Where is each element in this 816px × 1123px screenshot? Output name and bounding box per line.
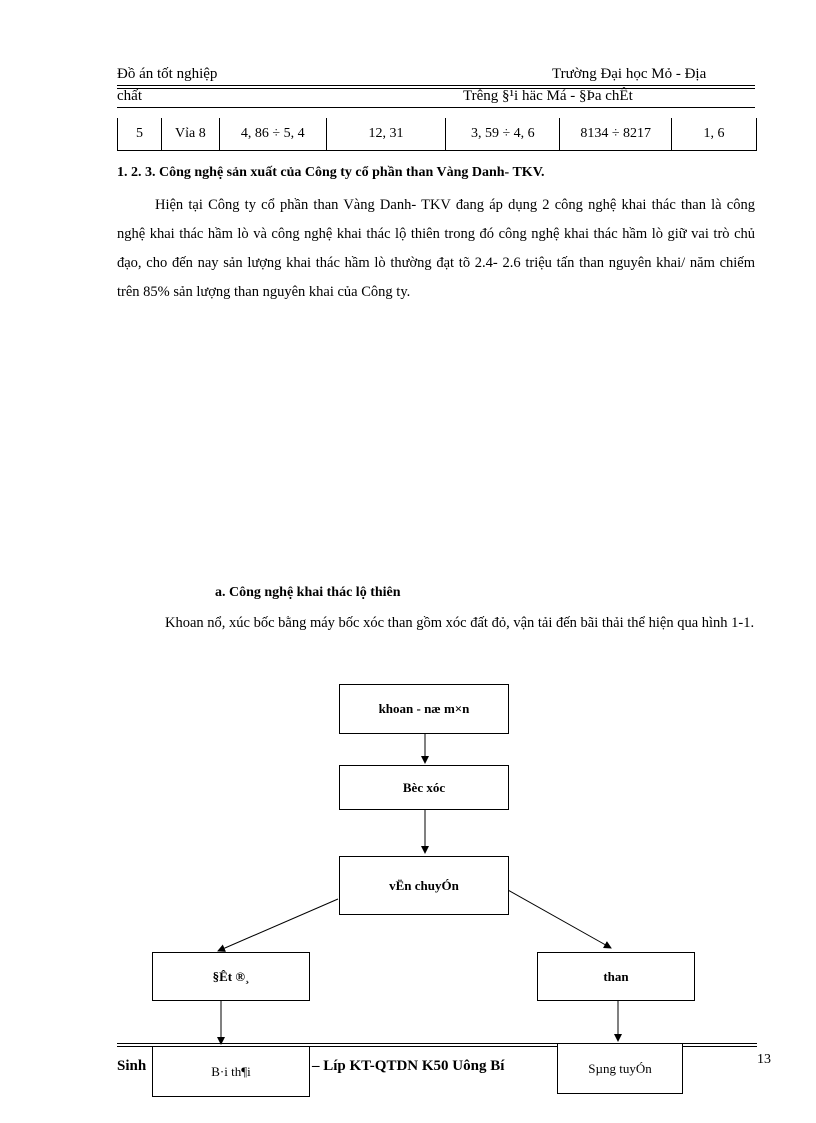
footer-left: Sinh — [117, 1058, 147, 1074]
subsection-heading: a. Công nghệ khai thác lộ thiên — [215, 585, 401, 600]
table-cell: 5 — [118, 118, 162, 151]
header-left: Đồ án tốt nghiệp — [117, 66, 218, 82]
box-loading — [339, 765, 509, 810]
box-overburden — [152, 952, 310, 1001]
table-cell: 4, 86 ÷ 5, 4 — [219, 118, 326, 151]
box-loading-label: Bèc xóc — [402, 779, 446, 795]
header-right: Trường Đại học Mỏ - Địa — [552, 66, 707, 82]
box-waste-dump — [152, 1046, 310, 1097]
section-heading: 1. 2. 3. Công nghệ sản xuất của Công ty cổ phần than Vàng Danh- TKV. — [117, 165, 545, 180]
box-waste-dump-label: B·i th¶i — [211, 1063, 251, 1079]
box-screening — [557, 1043, 683, 1094]
box-coal — [537, 952, 695, 1001]
table-cell: 1, 6 — [672, 118, 757, 151]
box-coal-label: than — [603, 968, 629, 984]
box-screening-label: Sµng tuyÓn — [588, 1060, 652, 1076]
header-left-continued: chất — [117, 88, 142, 104]
arrow-transport-to-coal — [508, 890, 611, 948]
table-cell: 3, 59 ÷ 4, 6 — [446, 118, 560, 151]
header-right-garbled: Trêng §¹i häc Má - §Þa chÊt — [463, 88, 633, 104]
box-transport-label: vËn chuyÓn — [389, 877, 459, 893]
table-cell: 12, 31 — [326, 118, 446, 151]
footer-middle: – Líp KT-QTDN K50 Uông Bí — [312, 1058, 505, 1074]
table-cell: 8134 ÷ 8217 — [560, 118, 672, 151]
arrow-transport-to-overburden — [218, 899, 338, 951]
table-cell: Vỉa 8 — [161, 118, 219, 151]
box-transport — [339, 856, 509, 915]
subsection-paragraph: Khoan nổ, xúc bốc bằng máy bốc xóc than gồm xóc đất đỏ, vận tải đến bãi thải thể hiện qua hình 1-1. — [165, 615, 755, 631]
page-number: 13 — [757, 1052, 771, 1067]
box-drill-blast — [339, 684, 509, 734]
box-drill-blast-label: khoan - næ m×n — [378, 701, 470, 716]
box-overburden-label: §Êt ®¸ — [212, 968, 250, 984]
section-paragraph: Hiện tại Công ty cổ phần than Vàng Danh- TKV đang áp dụng 2 công nghệ khai thác than là công nghệ khai thác hầm lò và công nghệ khai thác lộ thiên trong đó công nghệ khai thác hầm lò giữ vai trò chủ đạo, cho đến nay sản lượng khai thác hầm lò thường đạt tõ 2.4- 2.6 triệu tấn than nguyên khai/ năm chiếm trên 85% sản lượng than nguyên khai của Công ty. — [117, 197, 755, 300]
